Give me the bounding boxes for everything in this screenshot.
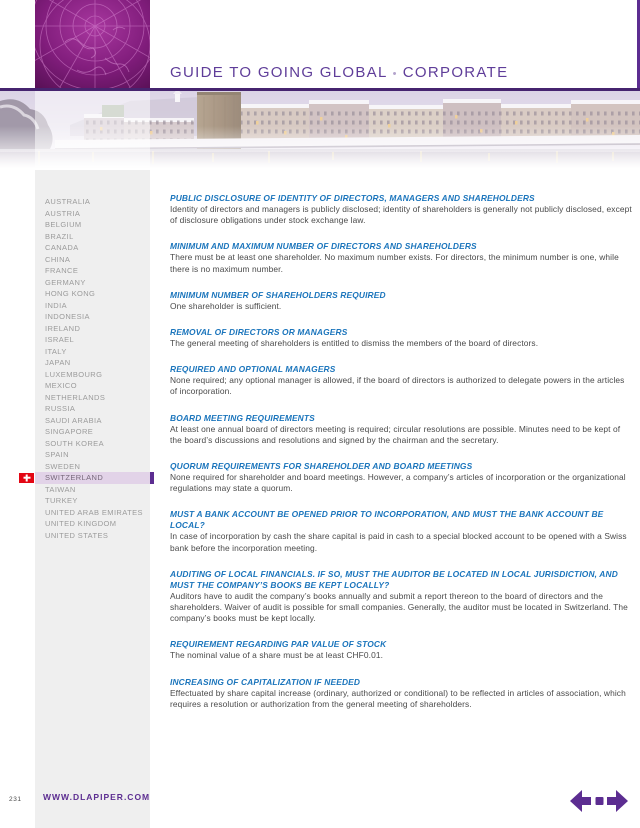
section-body: Effectuated by share capital increase (ordinary, authorized or conditional) to be reflected in articles of association, which requires a resolution or authorization from the general meeting of shareholders. — [170, 687, 626, 709]
sidebar-item-label: AUSTRALIA — [45, 197, 91, 206]
sidebar-item-country[interactable] — [35, 484, 150, 496]
switzerland-flag-icon — [19, 473, 34, 484]
sidebar-item-label: MEXICO — [45, 381, 77, 390]
globe-icon — [35, 0, 150, 91]
section-body: None required; any optional manager is allowed, if the board of directors is authorized to delegate powers in the articles of incorporation. — [170, 375, 625, 397]
sidebar-item-country[interactable] — [35, 369, 150, 381]
sidebar-item-label: TAIWAN — [45, 484, 76, 494]
content-section — [170, 241, 632, 274]
brand-globe-tile — [35, 0, 150, 91]
section-heading: BOARD MEETING REQUIREMENTS — [170, 412, 315, 423]
section-heading: MINIMUM NUMBER OF SHAREHOLDERS REQUIRED — [170, 289, 386, 300]
content-section — [170, 569, 632, 625]
section-body: In case of incorporation by cash the share capital is paid in cash to a special blocked account to be opened with a Swiss bank before the incorporation meeting. — [170, 531, 627, 553]
sidebar-item-label: UNITED ARAB EMIRATES — [45, 507, 143, 517]
sidebar-item-country[interactable] — [35, 461, 150, 473]
sidebar-item-country[interactable] — [35, 334, 150, 346]
sidebar-item-label: CANADA — [45, 243, 79, 252]
content-area — [170, 193, 632, 725]
sidebar-item-country[interactable] — [35, 288, 150, 300]
sidebar-item-country[interactable] — [35, 518, 150, 530]
country-sidebar — [35, 170, 150, 828]
sidebar-item-label: BELGIUM — [45, 220, 82, 229]
sidebar-item-label: IRELAND — [45, 323, 81, 333]
content-section — [170, 413, 632, 446]
sidebar-item-label: SWITZERLAND — [45, 473, 104, 482]
sidebar-item-country[interactable] — [35, 300, 150, 312]
section-heading: MINIMUM AND MAXIMUM NUMBER OF DIRECTORS AND SHAREHOLDERS — [170, 241, 477, 252]
section-heading: PUBLIC DISCLOSURE OF IDENTITY OF DIRECTORS, MANAGERS AND SHAREHOLDERS — [170, 193, 535, 203]
content-section — [170, 193, 632, 226]
sidebar-item-label: GERMANY — [45, 277, 86, 287]
content-section — [170, 461, 632, 494]
contents-square-icon[interactable] — [596, 797, 604, 805]
content-section — [170, 509, 632, 553]
sidebar-item-label: AUSTRIA — [45, 208, 81, 218]
section-heading: AUDITING OF LOCAL FINANCIALS. IF SO, MUST THE AUDITOR BE LOCATED IN LOCAL JURISDICTION, AND MUST THE COMPANY’S BOOKS BE KEPT LOCALLY? — [170, 568, 618, 590]
sidebar-item-country[interactable] — [35, 438, 150, 450]
sidebar-item-country[interactable] — [35, 323, 150, 335]
page-navigation — [570, 789, 628, 813]
page-number: 231 — [9, 796, 22, 803]
sidebar-item-label: SOUTH KOREA — [45, 438, 104, 448]
sidebar-item-country[interactable] — [35, 277, 150, 289]
sidebar-item-country[interactable] — [35, 231, 150, 243]
website-link[interactable]: WWW.DLAPIPER.COM — [43, 792, 151, 802]
sidebar-item-label: BRAZIL — [45, 231, 74, 241]
sidebar-item-country[interactable] — [35, 380, 150, 392]
sidebar-item-label: SPAIN — [45, 450, 69, 459]
content-section — [170, 677, 632, 710]
sidebar-item-country[interactable] — [35, 507, 150, 519]
sidebar-item-country[interactable] — [35, 495, 150, 507]
section-body: The general meeting of shareholders is entitled to dismiss the members of the board of directors. — [170, 338, 539, 349]
sidebar-item-label: LUXEMBOURG — [45, 369, 103, 379]
sidebar-item-country[interactable] — [35, 265, 150, 277]
sidebar-item-label: SINGAPORE — [45, 427, 94, 436]
title-main: GUIDE TO GOING GLOBAL — [170, 64, 388, 81]
section-body: None required for shareholder and board meetings. However, a company’s articles of incorporation or the organizational regulations may state a quorum. — [170, 472, 626, 494]
content-section — [170, 327, 632, 349]
section-body: Identity of directors and managers is publicly disclosed; identity of shareholders is generally not publicly disclosed, except of disclosure obligations under stock exchange law. — [170, 204, 632, 226]
sidebar-item-label: RUSSIA — [45, 404, 76, 413]
section-body: There must be at least one shareholder. No maximum number exists. For directors, the minimum number is one, while there is no maximum number. — [170, 252, 619, 274]
sidebar-item-label: TURKEY — [45, 496, 78, 505]
sidebar-item-label: INDIA — [45, 300, 68, 310]
prev-page-arrow-icon[interactable] — [570, 790, 591, 812]
section-heading: REQUIREMENT REGARDING PAR VALUE OF STOCK — [170, 639, 387, 650]
sidebar-item-country[interactable] — [35, 208, 150, 220]
section-heading: REQUIRED AND OPTIONAL MANAGERS — [170, 364, 336, 375]
page-title — [170, 64, 508, 81]
sidebar-item-label: FRANCE — [45, 266, 79, 275]
sidebar-item-label: HONG KONG — [45, 289, 96, 298]
section-heading: REMOVAL OF DIRECTORS OR MANAGERS — [170, 327, 348, 338]
sidebar-item-label: JAPAN — [45, 358, 71, 367]
sidebar-item-label: UNITED STATES — [45, 530, 109, 540]
sidebar-item-country[interactable] — [35, 196, 150, 208]
section-heading: INCREASING OF CAPITALIZATION IF NEEDED — [170, 676, 361, 687]
sidebar-item-label: NETHERLANDS — [45, 392, 106, 402]
section-body: The nominal value of a share must be at least CHF0.01. — [170, 650, 384, 661]
photo-bottom-fade — [0, 126, 640, 172]
sidebar-item-label: ISRAEL — [45, 335, 75, 344]
sidebar-item-label: SAUDI ARABIA — [45, 415, 102, 425]
sidebar-item-country[interactable] — [35, 242, 150, 254]
sidebar-item-label: ITALY — [45, 346, 67, 356]
sidebar-item-label: INDONESIA — [45, 312, 90, 321]
sidebar-item-country[interactable] — [35, 472, 150, 484]
sidebar-item-country[interactable] — [35, 403, 150, 415]
next-page-arrow-icon[interactable] — [607, 790, 628, 812]
active-indicator-bar — [150, 472, 154, 484]
sidebar-item-country[interactable] — [35, 449, 150, 461]
title-section: CORPORATE — [402, 64, 509, 81]
content-section — [170, 290, 632, 312]
sidebar-item-label: UNITED KINGDOM — [45, 519, 117, 528]
sidebar-item-country[interactable] — [35, 254, 150, 266]
section-body: Auditors have to audit the company’s books annually and submit a report thereon to the board of directors and the shareholders. Waiver of audit is possible for small companies. Generally, the auditor must be located in Switzerland. The company’s books must be kept locally. — [170, 590, 628, 624]
sidebar-item-country[interactable] — [35, 346, 150, 358]
title-separator-dot: • — [392, 68, 398, 80]
section-heading: QUORUM REQUIREMENTS FOR SHAREHOLDER AND BOARD MEETINGS — [170, 461, 473, 472]
sidebar-item-country[interactable] — [35, 415, 150, 427]
section-body: One shareholder is sufficient. — [170, 300, 282, 311]
content-section — [170, 364, 632, 397]
sidebar-item-country[interactable] — [35, 392, 150, 404]
sidebar-item-label: CHINA — [45, 254, 71, 264]
content-section — [170, 639, 632, 661]
sidebar-item-country[interactable] — [35, 219, 150, 231]
sidebar-item-country[interactable] — [35, 530, 150, 542]
sidebar-item-country[interactable] — [35, 357, 150, 369]
section-heading: MUST A BANK ACCOUNT BE OPENED PRIOR TO INCORPORATION, AND MUST THE BANK ACCOUNT BE LOCAL? — [170, 509, 604, 531]
sidebar-item-country[interactable] — [35, 311, 150, 323]
section-body: At least one annual board of directors meeting is required; circular resolutions are possible. Minutes need to be kept of the board’s discussions and resolutions and signed by the chairman and the secretary. — [170, 423, 621, 445]
sidebar-item-label: SWEDEN — [45, 461, 81, 471]
sidebar-item-country[interactable] — [35, 426, 150, 438]
